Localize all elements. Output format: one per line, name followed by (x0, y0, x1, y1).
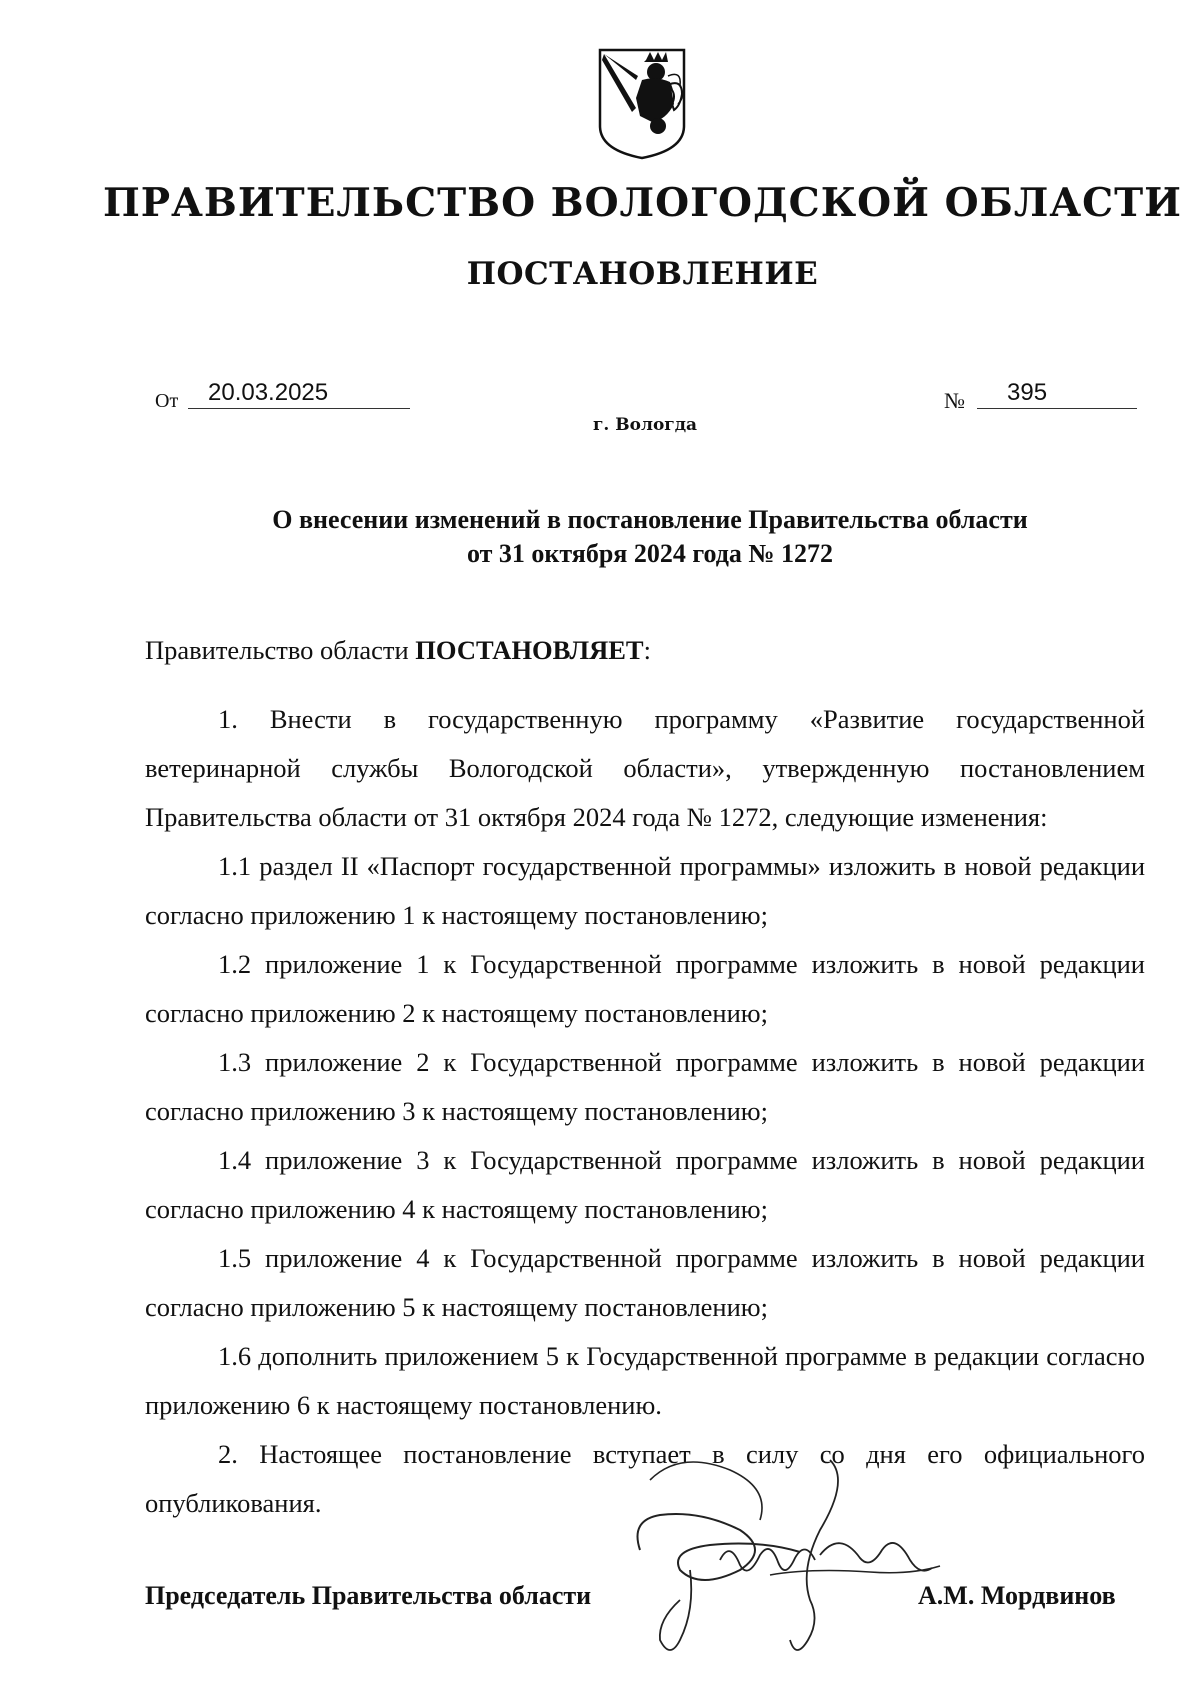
paragraph: 1. Внести в государственную программу «Развитие государственной ветеринарной службы Вологодской области», утвержденную постановлением Правительства области от 31 октября 2024 года № 1272, следующие изменения: (145, 704, 1145, 832)
resolution-body (145, 695, 1145, 1528)
paragraph: 1.5 приложение 4 к Государственной программе изложить в новой редакции согласно приложению 5 к настоящему постановлению; (145, 1243, 1145, 1322)
number-label: № (944, 388, 965, 413)
document-number: 395 (977, 378, 1137, 409)
document-city: г. Вологда (593, 415, 698, 435)
resolution-intro (145, 626, 1145, 675)
intro-prefix: Правительство области (145, 635, 416, 665)
paragraph: 1.1 раздел II «Паспорт государственной программы» изложить в новой редакции согласно приложению 1 к настоящему постановлению; (145, 851, 1145, 930)
paragraph: 1.3 приложение 2 к Государственной программе изложить в новой редакции согласно приложению 3 к настоящему постановлению; (145, 1047, 1145, 1126)
intro-emphasis: ПОСТАНОВЛЯЕТ (415, 635, 644, 665)
coat-of-arms-icon (596, 46, 688, 162)
paragraph: 1.6 дополнить приложением 5 к Государственной программе в редакции согласно приложению 6 к настоящему постановлению. (145, 1341, 1145, 1420)
subject-line-1: О внесении изменений в постановление Правительства области (272, 505, 1028, 534)
document-subject (150, 503, 1150, 571)
paragraph: 2. Настоящее постановление вступает в силу со дня его официального опубликования. (145, 1439, 1145, 1518)
handwritten-signature (620, 1440, 950, 1690)
government-title: ПРАВИТЕЛЬСТВО ВОЛОГОДСКОЙ ОБЛАСТИ (102, 180, 1183, 226)
intro-suffix: : (643, 635, 651, 665)
paragraph: 1.2 приложение 1 к Государственной программе изложить в новой редакции согласно приложению 2 к настоящему постановлению; (145, 949, 1145, 1028)
subject-line-2: от 31 октября 2024 года № 1272 (466, 539, 834, 568)
paragraph: 1.4 приложение 3 к Государственной программе изложить в новой редакции согласно приложению 4 к настоящему постановлению; (145, 1145, 1145, 1224)
document-date: 20.03.2025 (188, 378, 410, 409)
document-type: ПОСТАНОВЛЕНИЕ (466, 256, 819, 292)
signer-name: А.М. Мордвинов (918, 1581, 1116, 1610)
date-label: От (155, 390, 179, 412)
signer-title: Председатель Правительства области (145, 1581, 592, 1610)
